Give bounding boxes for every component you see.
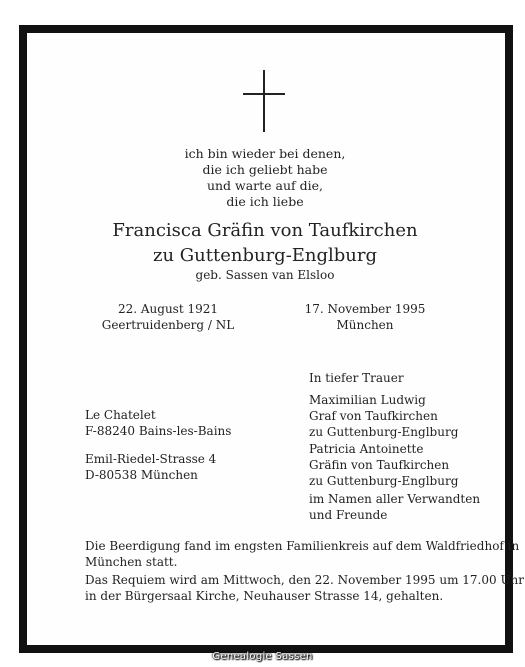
- notice-line: in der Bürgersaal Kirche, Neuhauser Strasse 14, gehalten.: [85, 589, 444, 603]
- birth-date: 22. August 1921: [117, 302, 219, 316]
- notice-line: München statt.: [85, 555, 178, 569]
- deceased-name-line1: Francisca Gräfin von Taufkirchen: [112, 220, 418, 241]
- death-date: 17. November 1995: [304, 302, 426, 316]
- mourner-line: Patricia Antoinette: [309, 442, 424, 456]
- address-line: Le Chatelet: [85, 408, 156, 422]
- mourner-line: im Namen aller Verwandten: [309, 492, 481, 506]
- mourner-line: Gräfin von Taufkirchen: [309, 458, 450, 472]
- poem-line: ich bin wieder bei denen,: [184, 146, 346, 161]
- mourner-line: Graf von Taufkirchen: [309, 409, 438, 423]
- address-line: F-88240 Bains-les-Bains: [85, 424, 232, 438]
- birth-place: Geertruidenberg / NL: [101, 318, 235, 332]
- mourner-line: Maximilian Ludwig: [309, 393, 426, 407]
- deceased-name-line2: zu Guttenburg-Englburg: [152, 245, 378, 266]
- memorial-poem: [150, 146, 380, 210]
- poem-line: und warte auf die,: [206, 178, 324, 193]
- watermark: Genealogie Sassen: [212, 651, 313, 662]
- notice-line: Das Requiem wird am Mittwoch, den 22. November 1995 um 17.00 Uhr: [85, 573, 525, 587]
- address-line: D-80538 München: [85, 468, 198, 482]
- mourner-line: und Freunde: [309, 508, 388, 522]
- notice-line: Die Beerdigung fand im engsten Familienkreis auf dem Waldfriedhof in: [85, 539, 520, 553]
- mourner-line: zu Guttenburg-Englburg: [309, 425, 459, 439]
- mourning-heading: In tiefer Trauer: [309, 371, 404, 385]
- mourner-line: zu Guttenburg-Englburg: [309, 474, 459, 488]
- poem-line: die ich geliebt habe: [202, 162, 328, 177]
- death-place: München: [336, 318, 394, 332]
- birth-name: geb. Sassen van Elsloo: [195, 268, 335, 282]
- address-line: Emil-Riedel-Strasse 4: [85, 452, 217, 466]
- poem-line: die ich liebe: [226, 194, 304, 209]
